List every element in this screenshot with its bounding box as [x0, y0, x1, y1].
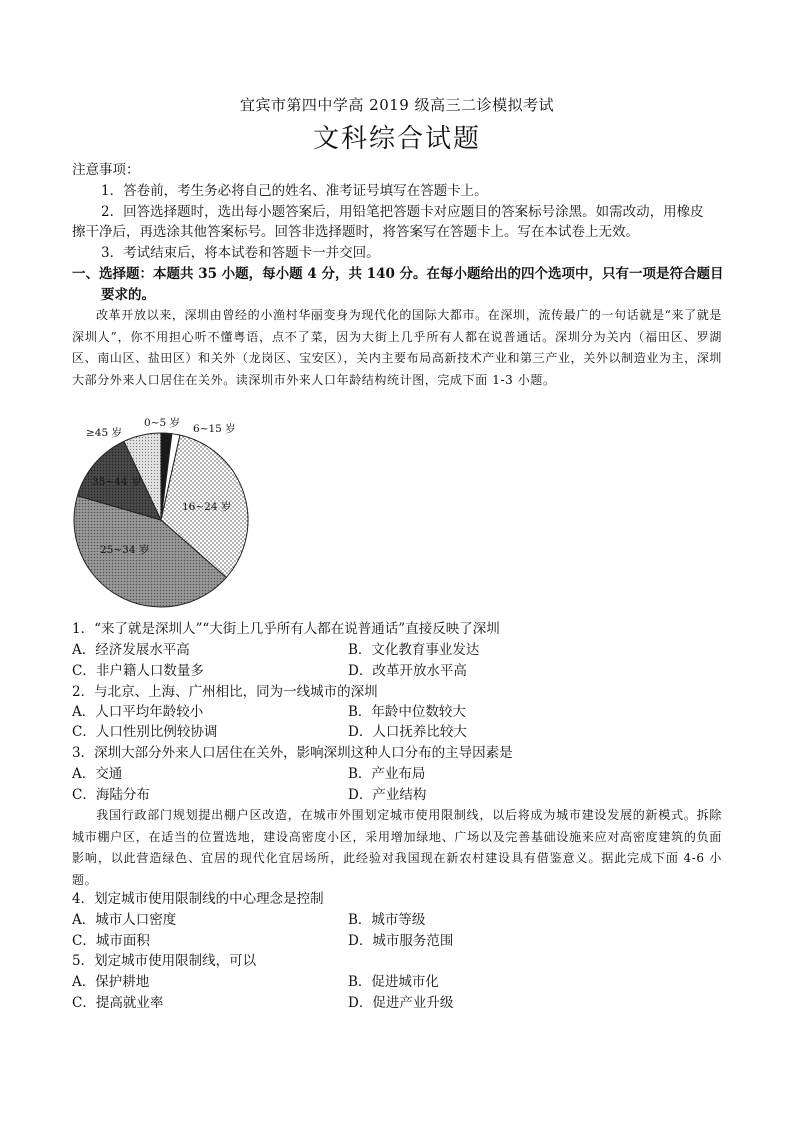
question-2-option-c: C．人口性别比例较协调 — [72, 724, 218, 740]
passage-2 — [72, 805, 722, 891]
question-2-option-a: A．人口平均年龄较小 — [72, 704, 204, 720]
pie-label-45-plus: ≥45 岁 — [86, 427, 122, 439]
question-4-option-c: C．城市面积 — [72, 933, 150, 949]
question-4-option-a: A．城市人口密度 — [72, 912, 177, 928]
question-5-option-c: C．提高就业率 — [72, 995, 164, 1011]
section-heading-line2: 要求的。 — [101, 287, 155, 303]
passage-1 — [72, 305, 722, 391]
question-5-stem: 5．划定城市使用限制线，可以 — [72, 953, 257, 969]
question-1-option-c: C．非户籍人口数量多 — [72, 663, 204, 679]
notes-item-1: 1．答卷前，考生务必将自己的姓名、准考证号填写在答题卡上。 — [101, 183, 488, 199]
exam-subtitle: 宜宾市第四中学高 2019 级高三二诊模拟考试 — [239, 96, 555, 114]
question-1-stem: 1．“来了就是深圳人”“大街上几乎所有人都在说普通话”直接反映了深圳 — [72, 621, 500, 637]
exam-title: 文科综合试题 — [312, 124, 481, 154]
question-3-option-c: C．海陆分布 — [72, 787, 150, 803]
passage-2-text: 我国行政部门规划提出棚户区改造，在城市外围划定城市使用限制线，以后将成为城市建设发展的新模式。拆除城市棚户区，在适当的位置选地，建设高密度小区，采用增加绿地、广场以及完善基础设施来应对高密度建筑的负面影响，以此营造绿色、宜居的现代化宜居场所，此经验对我国现在新农村建设具有借鉴意义。据此完成下面 4-6 小题。 — [72, 808, 722, 887]
pie-label-6-15: 6~15 岁 — [193, 423, 236, 435]
pie-label-35-44: 35~44 岁 — [92, 476, 142, 488]
question-5-option-b: B．促进城市化 — [348, 974, 439, 990]
question-5-option-d: D．促进产业升级 — [348, 995, 454, 1011]
question-3-option-d: D．产业结构 — [348, 787, 427, 803]
question-1-option-a: A．经济发展水平高 — [72, 642, 190, 658]
pie-label-25-34: 25~34 岁 — [100, 544, 150, 556]
question-5-option-a: A．保护耕地 — [72, 974, 150, 990]
pie-chart-svg — [66, 412, 256, 622]
notes-item-2a: 2．回答选择题时，选出每小题答案后，用铅笔把答题卡对应题目的答案标号涂黑。如需改动，用橡皮 — [101, 204, 704, 220]
age-structure-pie-chart — [66, 412, 256, 622]
question-1-option-b: B．文化教育事业发达 — [348, 642, 480, 658]
notes-heading: 注意事项： — [72, 162, 140, 178]
question-1-option-d: D．改革开放水平高 — [348, 663, 467, 679]
question-3-stem: 3．深圳大部分外来人口居住在关外，影响深圳这种人口分布的主导因素是 — [72, 745, 513, 761]
pie-label-0-5: 0~5 岁 — [144, 417, 180, 429]
section-heading-line1: 一、选择题：本题共 35 小题，每小题 4 分，共 140 分。在每小题给出的四个选项中，只有一项是符合题目 — [72, 266, 724, 282]
question-3-option-b: B．产业布局 — [348, 766, 426, 782]
notes-item-2b: 擦干净后，再选涂其他答案标号。回答非选择题时，将答案写在答题卡上。写在本试卷上无效。 — [72, 224, 639, 240]
pie-label-16-24: 16~24 岁 — [182, 501, 232, 513]
question-2-option-d: D．人口抚养比较大 — [348, 724, 467, 740]
notes-item-3: 3．考试结束后，将本试卷和答题卡一并交回。 — [101, 245, 380, 261]
passage-1-text: 改革开放以来，深圳由曾经的小渔村华丽变身为现代化的国际大都市。在深圳，流传最广的一句话就是“来了就是深圳人”，你不用担心听不懂粤语，点不了菜，因为大街上几乎所有人都在说普通话。深圳分为关内（福田区、罗湖区、南山区、盐田区）和关外（龙岗区、宝安区），关内主要布局高新技术产业和第三产业，关外以制造业为主，深圳大部分外来人口居住在关外。读深圳市外来人口年龄结构统计图，完成下面 1-3 小题。 — [72, 308, 722, 387]
question-4-option-d: D．城市服务范围 — [348, 933, 454, 949]
question-2-option-b: B．年龄中位数较大 — [348, 704, 466, 720]
question-2-stem: 2．与北京、上海、广州相比，同为一线城市的深圳 — [72, 684, 378, 700]
question-3-option-a: A．交通 — [72, 766, 123, 782]
question-4-option-b: B．城市等级 — [348, 912, 426, 928]
question-4-stem: 4．划定城市使用限制线的中心理念是控制 — [72, 891, 324, 907]
